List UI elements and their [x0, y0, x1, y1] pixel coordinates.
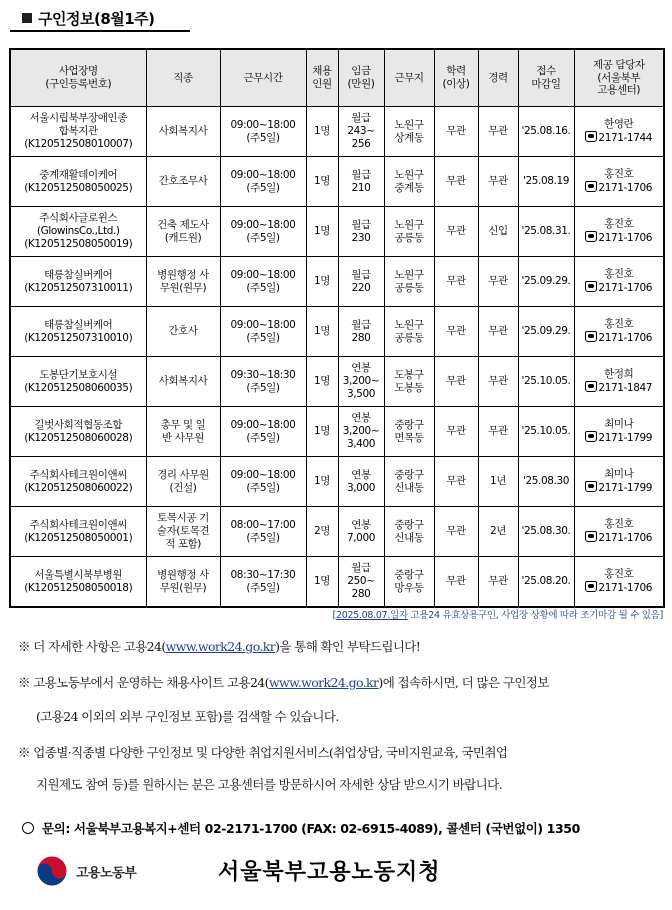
cell-job: 경리 사무원 (건설) — [146, 457, 220, 507]
phone-icon — [585, 281, 597, 292]
cell-count: 1명 — [306, 307, 338, 357]
cell-job: 총무 및 일 반 사무원 — [146, 407, 220, 457]
header-job: 직종 — [146, 49, 220, 107]
square-bullet-icon — [22, 13, 32, 23]
contact-phone — [576, 181, 663, 195]
cell-deadline: '25.08.20. — [518, 557, 574, 608]
cell-edu: 무관 — [434, 457, 478, 507]
cell-place: 노원구 중계동 — [384, 157, 434, 207]
taegeuk-logo-icon — [36, 855, 68, 887]
cell-place: 노원구 공릉동 — [384, 257, 434, 307]
cell-count: 1명 — [306, 207, 338, 257]
cell-edu: 무관 — [434, 157, 478, 207]
cell-hours: 09:00~18:00 (주5일) — [220, 157, 306, 207]
table-row — [10, 207, 664, 257]
cell-wage: 월급 230 — [338, 207, 384, 257]
cell-company: 주식회사테크원이앤씨 (K120512508060022) — [10, 457, 146, 507]
cell-job: 병원행정 사 무원(원무) — [146, 257, 220, 307]
contact-name: 홍진호 — [604, 318, 634, 331]
cell-edu: 무관 — [434, 507, 478, 557]
cell-company: 서울특별시북부병원 (K120512508050018) — [10, 557, 146, 608]
cell-hours: 09:00~18:00 (주5일) — [220, 207, 306, 257]
cell-contact — [574, 407, 664, 457]
table-header-row — [10, 49, 664, 107]
phone-number: 2171-1744 — [598, 132, 653, 144]
cell-company: 태릉참실버케어 (K120512507310011) — [10, 257, 146, 307]
ministry-logo-text: 고용노동부 — [76, 866, 137, 881]
cell-hours: 09:00~18:00 (주5일) — [220, 307, 306, 357]
work24-link[interactable]: www.work24.go.kr — [165, 639, 276, 654]
header-contact: 제공 담당자 (서울북부 고용센터) — [574, 49, 664, 107]
cell-company: 도봉단기보호시설 (K120512508060035) — [10, 357, 146, 407]
note-1-text-b: )을 통해 확인 부탁드립니다! — [275, 639, 421, 654]
cell-job: 간호사 — [146, 307, 220, 357]
table-row — [10, 107, 664, 157]
phone-number: 2171-1706 — [598, 182, 653, 194]
cell-contact — [574, 207, 664, 257]
phone-icon — [585, 531, 597, 542]
cell-deadline: '25.08.19 — [518, 157, 574, 207]
table-row — [10, 307, 664, 357]
cell-edu: 무관 — [434, 207, 478, 257]
cell-job: 건축 제도사 (캐드원) — [146, 207, 220, 257]
job-table — [9, 48, 665, 608]
phone-icon — [585, 231, 597, 242]
cell-job: 병원행정 사 무원(원무) — [146, 557, 220, 608]
contact-phone — [576, 581, 663, 595]
note-2-text-b: )에 접속하시면, 더 많은 구인정보 — [378, 675, 549, 690]
cell-hours: 09:30~18:30 (주5일) — [220, 357, 306, 407]
cell-deadline: '25.08.31. — [518, 207, 574, 257]
cell-edu: 무관 — [434, 257, 478, 307]
phone-number: 2171-1799 — [598, 432, 653, 444]
contact-phone — [576, 281, 663, 295]
cell-exp: 무관 — [478, 407, 518, 457]
cell-count: 1명 — [306, 107, 338, 157]
contact-name: 한영란 — [604, 118, 634, 131]
note-2-text-a: ※ 고용노동부에서 운영하는 채용사이트 고용24( — [18, 675, 269, 690]
cell-place: 중랑구 신내동 — [384, 507, 434, 557]
title-block — [10, 8, 660, 32]
cell-contact — [574, 257, 664, 307]
table-row — [10, 157, 664, 207]
cell-contact — [574, 307, 664, 357]
footnote-text: 고용24 유효상용구인, 사업장 상황에 따라 조기마감 될 수 있음 — [407, 610, 660, 621]
phone-number: 2171-1799 — [598, 482, 653, 494]
contact-phone — [576, 331, 663, 345]
cell-count: 2명 — [306, 507, 338, 557]
cell-exp: 무관 — [478, 307, 518, 357]
contact-name: 홍진호 — [604, 168, 634, 181]
cell-count: 1명 — [306, 157, 338, 207]
cell-contact — [574, 157, 664, 207]
cell-contact — [574, 357, 664, 407]
phone-icon — [585, 181, 597, 192]
cell-wage: 월급 220 — [338, 257, 384, 307]
header-deadline: 접수 마감일 — [518, 49, 574, 107]
cell-company: 서울시립북부장애인종 합복지관 (K120512508010007) — [10, 107, 146, 157]
cell-hours: 09:00~18:00 (주5일) — [220, 407, 306, 457]
cell-edu: 무관 — [434, 557, 478, 608]
cell-wage: 월급 280 — [338, 307, 384, 357]
footnote-date: 2025.08.07.일자 — [335, 610, 408, 621]
cell-company: 태릉참실버케어 (K120512507310010) — [10, 307, 146, 357]
contact-phone — [576, 231, 663, 245]
cell-job: 간호조무사 — [146, 157, 220, 207]
cell-contact — [574, 507, 664, 557]
cell-exp: 무관 — [478, 157, 518, 207]
cell-deadline: '25.10.05. — [518, 407, 574, 457]
phone-icon — [585, 381, 597, 392]
header-exp: 경력 — [478, 49, 518, 107]
cell-edu: 무관 — [434, 307, 478, 357]
cell-company: 주식회사글로윈스 (GlowinsCo.,Ltd.) (K120512508050019) — [10, 207, 146, 257]
cell-exp: 무관 — [478, 107, 518, 157]
note-3: ※ 업종별·직종별 다양한 구인정보 및 다양한 취업지원서비스(취업상담, 국비지원교육, 국민취업 — [18, 745, 508, 760]
note-1-text-a: ※ 더 자세한 사항은 고용24( — [18, 639, 166, 654]
cell-hours: 09:00~18:00 (주5일) — [220, 107, 306, 157]
phone-number: 2171-1706 — [598, 532, 653, 544]
office-name: 서울북부고용노동지청 — [218, 860, 441, 885]
cell-count: 1명 — [306, 407, 338, 457]
cell-deadline: '25.10.05. — [518, 357, 574, 407]
cell-place: 중랑구 신내동 — [384, 457, 434, 507]
cell-exp: 무관 — [478, 357, 518, 407]
contact-line — [22, 819, 580, 837]
contact-name: 최미나 — [604, 418, 634, 431]
cell-exp: 2년 — [478, 507, 518, 557]
phone-number: 2171-1847 — [598, 382, 653, 394]
cell-place: 노원구 공릉동 — [384, 207, 434, 257]
cell-edu: 무관 — [434, 407, 478, 457]
cell-wage: 월급 250~ 280 — [338, 557, 384, 608]
cell-edu: 무관 — [434, 357, 478, 407]
cell-company: 중계재활데이케어 (K120512508050025) — [10, 157, 146, 207]
header-company: 사업장명 (구인등록번호) — [10, 49, 146, 107]
cell-deadline: '25.08.30 — [518, 457, 574, 507]
contact-phone — [576, 381, 663, 395]
cell-contact — [574, 557, 664, 608]
cell-job: 사회복지사 — [146, 357, 220, 407]
cell-company: 길벗사회적협동조합 (K120512508060028) — [10, 407, 146, 457]
header-count: 채용 인원 — [306, 49, 338, 107]
header-edu: 학력 (이상) — [434, 49, 478, 107]
phone-icon — [585, 331, 597, 342]
phone-icon — [585, 431, 597, 442]
cell-count: 1명 — [306, 257, 338, 307]
contact-name: 홍진호 — [604, 268, 634, 281]
cell-count: 1명 — [306, 457, 338, 507]
cell-place: 중랑구 면목동 — [384, 407, 434, 457]
table-row — [10, 557, 664, 608]
cell-place: 노원구 상계동 — [384, 107, 434, 157]
cell-deadline: '25.08.16. — [518, 107, 574, 157]
cell-contact — [574, 107, 664, 157]
contact-phone — [576, 131, 663, 145]
phone-number: 2171-1706 — [598, 582, 653, 594]
table-row — [10, 357, 664, 407]
cell-contact — [574, 457, 664, 507]
cell-wage: 연봉 3,200~ 3,400 — [338, 407, 384, 457]
cell-company: 주식회사테크원이앤씨 (K120512508050001) — [10, 507, 146, 557]
header-hours: 근무시간 — [220, 49, 306, 107]
cell-exp: 무관 — [478, 257, 518, 307]
table-row — [10, 457, 664, 507]
contact-phone — [576, 481, 663, 495]
note-3-cont: 지원제도 참여 등)를 원하시는 분은 고용센터를 방문하시어 자세한 상담 받으시기 바랍니다. — [36, 777, 502, 792]
phone-icon — [585, 581, 597, 592]
table-footnote: [2025.08.07.일자 고용24 유효상용구인, 사업장 상황에 따라 조기마감 될 수 있음] — [332, 610, 663, 621]
cell-job: 토목시공 기 술자(토목견 적 포함) — [146, 507, 220, 557]
cell-hours: 08:00~17:00 (주5일) — [220, 507, 306, 557]
cell-wage: 월급 243~ 256 — [338, 107, 384, 157]
work24-link-2[interactable]: www.work24.go.kr — [268, 675, 379, 690]
cell-exp: 무관 — [478, 557, 518, 608]
contact-name: 홍진호 — [604, 518, 634, 531]
contact-name: 한정희 — [604, 368, 634, 381]
cell-edu: 무관 — [434, 107, 478, 157]
cell-wage: 연봉 7,000 — [338, 507, 384, 557]
table-row — [10, 257, 664, 307]
cell-deadline: '25.09.29. — [518, 307, 574, 357]
circle-bullet-icon — [22, 822, 34, 834]
phone-icon — [585, 481, 597, 492]
cell-place: 중랑구 망우동 — [384, 557, 434, 608]
contact-name: 최미나 — [604, 468, 634, 481]
header-place: 근무지 — [384, 49, 434, 107]
cell-count: 1명 — [306, 357, 338, 407]
cell-deadline: '25.08.30. — [518, 507, 574, 557]
cell-hours: 08:30~17:30 (주5일) — [220, 557, 306, 608]
contact-phone — [576, 431, 663, 445]
cell-hours: 09:00~18:00 (주5일) — [220, 257, 306, 307]
cell-wage: 연봉 3,000 — [338, 457, 384, 507]
phone-number: 2171-1706 — [598, 332, 653, 344]
header-wage: 임금 (만원) — [338, 49, 384, 107]
table-row — [10, 407, 664, 457]
cell-wage: 월급 210 — [338, 157, 384, 207]
phone-number: 2171-1706 — [598, 232, 653, 244]
cell-wage: 연봉 3,200~ 3,500 — [338, 357, 384, 407]
cell-place: 노원구 공릉동 — [384, 307, 434, 357]
cell-exp: 1년 — [478, 457, 518, 507]
note-1 — [18, 637, 420, 655]
contact-name: 홍진호 — [604, 218, 634, 231]
cell-hours: 09:00~18:00 (주5일) — [220, 457, 306, 507]
page-title: 구인정보(8월1주) — [38, 10, 155, 28]
table-row — [10, 507, 664, 557]
cell-deadline: '25.09.29. — [518, 257, 574, 307]
contact-phone — [576, 531, 663, 545]
contact-text: 문의: 서울북부고용복지+센터 02-2171-1700 (FAX: 02-6915-4089), 콜센터 (국번없이) 1350 — [42, 821, 580, 836]
cell-place: 도봉구 도봉동 — [384, 357, 434, 407]
cell-job: 사회복지사 — [146, 107, 220, 157]
note-2 — [18, 673, 549, 691]
title-underline — [10, 30, 190, 32]
cell-exp: 신입 — [478, 207, 518, 257]
cell-count: 1명 — [306, 557, 338, 608]
phone-number: 2171-1706 — [598, 282, 653, 294]
phone-icon — [585, 131, 597, 142]
note-2-cont: (고용24 이외의 외부 구인정보 포함)를 검색할 수 있습니다. — [36, 709, 339, 724]
contact-name: 홍진호 — [604, 568, 634, 581]
